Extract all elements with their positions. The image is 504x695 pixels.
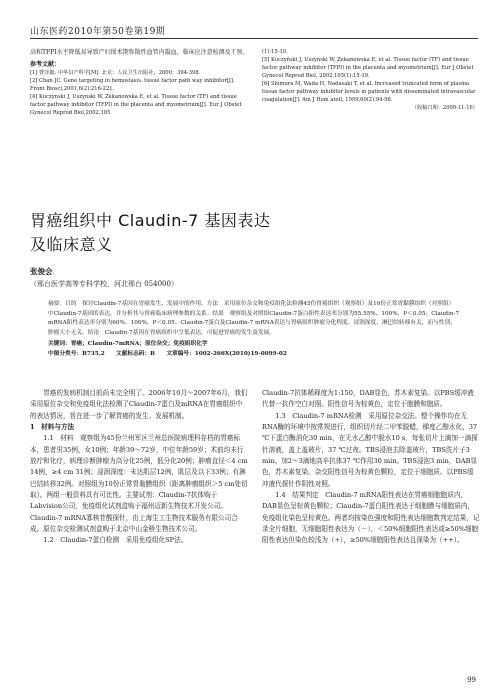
body-paragraph: Claudin-7抗体稀释度为1:150，DAB显色，苏木素复染。以PBS缓冲液代替一抗作空白对照。阳性信号为棕黄色，定位于胞膜和胞质。 — [262, 389, 474, 409]
header-rule — [30, 38, 478, 39]
article-title-line-2: 及临床意义 — [30, 235, 113, 254]
article-title-line-1: 胃癌组织中 Claudin-7 基因表达 — [30, 211, 271, 230]
received-date: （收稿日期：2009-11-16） — [411, 105, 478, 112]
body-paragraph: 胃癌的发病机制目前尚未完全明了。2006年10月～2007年6月，我们采用原位杂交和免疫组化法检测了Claudin-7蛋白及mRNA在胃癌组织中的表达情况，旨在进一步了解胃癌的发生、发展机制。 — [30, 389, 248, 420]
journal-header: 山东医药2010年第50卷第19期 — [30, 27, 166, 37]
page-number: 99 — [467, 676, 476, 684]
classification-line: 中图分类号：R735.2 文献标志码：B 文章编号：1002-266X(2010)19-0099-02 — [48, 351, 287, 358]
prev-article-right-column — [262, 48, 478, 113]
reference-item: [4] Kuczynski J, Uszynski W, Zekanowska E, et al. Tissue factor (TF) and tissue factor pathway inhibitor (TFPI) in the placenta and myometrium[J]. Eur J Obstet Gynecol Reprod Biol,2002,105 — [30, 94, 242, 117]
body-right-column — [262, 388, 480, 547]
body-paragraph: 1.1 材料 观察组为45份兰州军区兰州总医院病理科存档的胃癌标本，患者男35例，女10例；年龄39～72岁，中位年龄59岁；术前均未行放疗和化疗，病理诊断肿瘤为高分化25例，低分化20例；肿瘤直径＜4 cm 14例，≥4 cm 31例；浸润深度：未达肌层12例，肌层及以下33例；有淋巴结转移32例。对照组为10份正常胃黏膜组织（距离肿瘤组织＞5 cm处切取）。两组一般资料具有可比性。主要试剂：Claudin-7抗体购于Labvision公司，免疫组化试剂盒购于福州迈新生物技术开发公司。Claudin-7 mRNA寡核苷酸探针，由上海生工生物技术服务有限公司合成。原位杂交检测试剂盒购于北京中山金桥生物技术公司。 — [30, 434, 248, 533]
article-title — [30, 209, 270, 257]
body-left-column — [30, 388, 248, 547]
references-heading: 参考文献： — [30, 60, 61, 68]
reference-item: [5] Kuczyński J, Uszyński W, Zekanowska E, et al. Tissue factor (TF) and tissue factor pathway inhibitor (TFPI) in the placenta and myometrium[J]. Eur J Obstet Gynecol Reprod Biol, 2002,105(1):15-19. — [262, 57, 474, 80]
prev-article-lead-text: 高和TFPI水平降低易导致产妇围术期弥散性血管内凝血，临床应注意检测及干预。 — [30, 49, 249, 56]
body-paragraph: 1.3 Claudin-7 mRNA检测 采用原位杂交法。整个操作均在无RNA酶的环境中按常规进行，组织切片经二甲苯脱蜡，梯度乙醇水化，37 ℃下蛋白酶消化30 min，在无水乙醇中脱水10 s，每张切片上滴加一滴探针溶液，盖上盖玻片，37 ℃过夜。TBS浸泡去除盖玻片，TBS洗片子3 min。加2～3滴地高辛抗体37 ℃作用30 min。TBS浸泡3 min，DAB显色，苏木素复染。杂交阳性信号为棕黄色颗粒，定位于细胞质。以PBS缓冲液代探针作阴性对照。 — [262, 411, 478, 488]
author-affiliation: （邢台医学高等专科学校，河北邢台 054000） — [30, 280, 178, 288]
section-heading: 1 材料与方法 — [30, 422, 75, 431]
abstract-text: 摘要：目的 探讨Claudin-7基因在胃癌发生、发展中的作用。方法 采用原位杂交和免疫组化法检测45份胃癌组织（观察组）及10份正常胃黏膜组织（对照组）中Claudin-7基因的表达，并分析其与胃癌临床病理参数的关系。结果 观察组及对照组Claudin-7蛋白阳性表达率分别为55.55%、100%，P＜0.05；Claudin-7 mRNA阳性表达率分别为60%、100%，P＜0.05。Claudin-7蛋白及Claudin-7 mRNA表达与胃癌组织肿瘤分化程度、浸润深度、淋巴结转移有关，而与性别、肿瘤大小无关。结论 Claudin-7基因在胃癌组织中呈低表达，可促进胃癌的发生及发展。 — [48, 301, 460, 337]
reference-item: [2] Chan JC. Gene targeting in hemostasis. tissue factor path way inhibitor[J]. Front Biosci,2001,6(2):216-221. — [30, 77, 235, 93]
reference-item: [6] Shimura M, Wada H, Nadasaki T, et al. Increased truncated form of plasma tissue factor pathway inhibitor levels in patients with disseminated intravascular coagulation[J]. Am J Hem atoll, 1999,60(2):94-98. — [262, 81, 476, 104]
prev-article-left-column — [30, 48, 250, 117]
body-paragraph: 1.4 结果判定 Claudin-7 mRNA阳性表达在胃癌细胞胞质内，DAB显色呈棕黄色颗粒；Claudin-7蛋白阳性表达于细胞膜与细胞质内，免疫组化染色呈棕黄色。两者均按染色强度和阳性表达细胞数判定结果，记录全片细胞，无细胞阳性表达为（－），＜50%细胞阳性表达或≥50%细胞阳性表达但染色较浅为（+），≥50%细胞阳性表达且深染为（++）。 — [262, 490, 480, 545]
reference-item: [1] 曹泽毅. 中华妇产科学[M]. 北京：人民卫生出版社，2000：394-398. — [30, 69, 201, 76]
body-paragraph: 1.2 Claudin-7蛋白检测 采用免疫组化SP法。 — [43, 536, 188, 545]
author-name: 张俊会 — [30, 267, 53, 276]
abstract-block — [48, 300, 460, 360]
reference-item: (1):15-19. — [262, 49, 288, 55]
keywords: 关键词：胃癌；Claudin-7mRNA；原位杂交；免疫组织化学 — [48, 340, 208, 347]
